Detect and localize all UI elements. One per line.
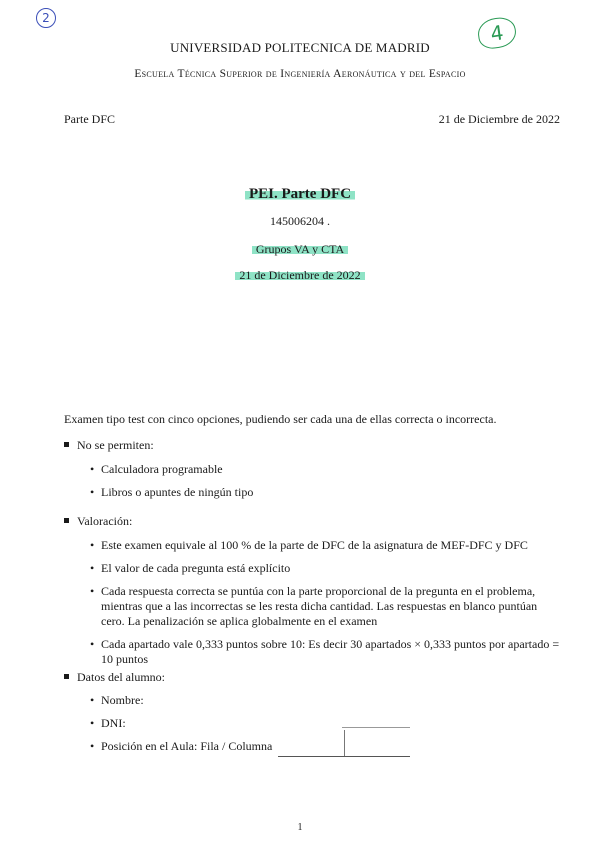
section-datos-alumno bbox=[64, 670, 165, 685]
exam-groups-row bbox=[0, 242, 600, 257]
valoracion-list bbox=[90, 538, 560, 675]
section-bullet bbox=[64, 518, 69, 523]
exam-groups: Grupos VA y CTA bbox=[252, 242, 348, 256]
section-label: Datos del alumno: bbox=[77, 670, 165, 684]
university-name: UNIVERSIDAD POLITECNICA DE MADRID bbox=[170, 40, 430, 55]
exam-date: 21 de Diciembre de 2022 bbox=[235, 268, 364, 282]
field-dni: • DNI: bbox=[90, 716, 560, 731]
exam-title: PEI. Parte DFC bbox=[245, 186, 355, 202]
list-item: • El valor de cada pregunta está explícito bbox=[90, 561, 560, 576]
no-permitidos-list bbox=[90, 462, 560, 508]
list-item: • Este examen equivale al 100 % de la parte de DFC de la asignatura de MEF-DFC y DFC bbox=[90, 538, 560, 553]
school-name: Escuela Técnica Superior de Ingeniería Aeronáutica y del Espacio bbox=[134, 68, 466, 80]
section-bullet bbox=[64, 442, 69, 447]
list-item: • Calculadora programable bbox=[90, 462, 560, 477]
page-number: 1 bbox=[297, 822, 303, 833]
handwritten-circled-number: 2 bbox=[36, 8, 56, 28]
datos-alumno-list bbox=[90, 693, 560, 762]
section-valoracion bbox=[64, 514, 132, 529]
list-item: • Cada apartado vale 0,333 puntos sobre 10: Es decir 30 apartados × 0,333 puntos por apartado = 10 puntos bbox=[90, 637, 560, 667]
section-label: No se permiten: bbox=[77, 438, 154, 452]
list-item: • Libros o apuntes de ningún tipo bbox=[90, 485, 560, 500]
header-date: 21 de Diciembre de 2022 bbox=[438, 112, 560, 126]
handwritten-score: 4 bbox=[476, 16, 518, 51]
seat-box-top bbox=[342, 727, 410, 728]
field-posicion: • Posición en el Aula: Fila / Columna bbox=[90, 739, 560, 754]
field-nombre: • Nombre: bbox=[90, 693, 560, 708]
header-left: Parte DFC bbox=[64, 112, 115, 126]
section-bullet bbox=[64, 674, 69, 679]
exam-code: 145006204 . bbox=[270, 214, 330, 228]
list-item: • Cada respuesta correcta se puntúa con la parte proporcional de la pregunta en el problema, mientras que a las incorrectas se les resta dicha cantidad. Las respuestas en blanco puntúan cero. La penalización se aplica globalmente en el examen bbox=[90, 584, 560, 629]
section-label: Valoración: bbox=[77, 514, 133, 528]
seat-answer-line bbox=[278, 756, 410, 757]
intro-text: Examen tipo test con cinco opciones, pudiendo ser cada una de ellas correcta o incorrecta. bbox=[64, 412, 497, 426]
seat-box-divider bbox=[344, 730, 345, 756]
exam-code-row bbox=[0, 214, 600, 229]
section-no-permitidos bbox=[64, 438, 154, 453]
exam-date-row bbox=[0, 268, 600, 283]
exam-title-row bbox=[0, 186, 600, 203]
